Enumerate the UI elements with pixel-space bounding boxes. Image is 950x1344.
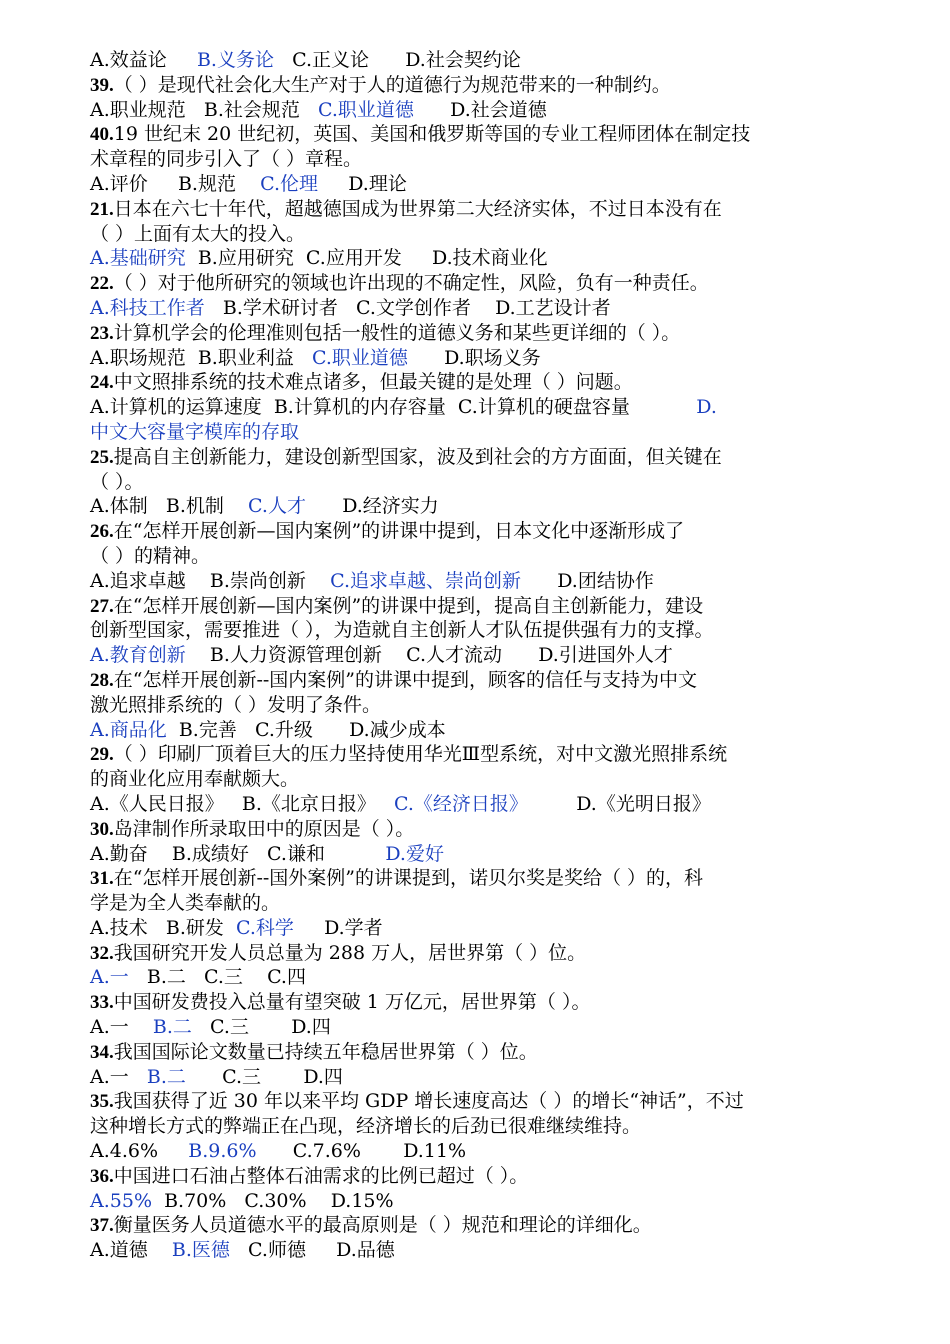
correct-answer: A.基础研究 (90, 247, 186, 270)
answer-option-text: B.学术研讨者 C.文学创作者 D.工艺设计者 (204, 296, 611, 319)
exam-page (90, 48, 870, 1263)
question-stem (90, 742, 870, 767)
question-number: 21. (90, 198, 114, 220)
question-stem (90, 197, 870, 222)
answer-option-text: A.职业规范 B.社会规范 (90, 98, 319, 121)
question-number: 27. (90, 595, 114, 617)
question-text: 中国进口石油占整体石油需求的比例已超过（ ）。 (113, 1164, 529, 1187)
question-number: 29. (90, 744, 114, 766)
correct-answer: B.义务论 (196, 49, 274, 71)
question-stem (90, 1089, 870, 1114)
question-number: 30. (90, 818, 114, 840)
question-number: 37. (90, 1215, 114, 1237)
answer-options (90, 1015, 870, 1040)
question-text-continued: （ ）上面有太大的投入。 (90, 222, 306, 245)
question-stem (90, 1164, 870, 1189)
answer-option-text: A.体制 B.机制 (90, 495, 249, 518)
question-text: 我国研究开发人员总量为 288 万人，居世界第（ ）位。 (113, 941, 587, 964)
question-number: 28. (90, 669, 114, 691)
question-text: 在“怎样开展创新--国外案例”的讲课提到，诺贝尔奖是奖给（ ）的，科 (113, 867, 704, 890)
correct-answer: D.爱好 (385, 842, 444, 865)
question-text-continued: （ ）的精神。 (90, 544, 211, 567)
question-text: （ ）对于他所研究的领域也许出现的不确定性，风险，负有一种责任。 (113, 272, 709, 295)
question-text: 中文照排系统的技术难点诸多，但最关键的是处理（ ）问题。 (113, 371, 633, 394)
correct-answer: A.一 (90, 966, 129, 989)
answer-options (90, 48, 870, 73)
question-number: 31. (90, 868, 114, 890)
question-text: 我国获得了近 30 年以来平均 GDP 增长速度高达（ ）的增长“神话”，不过 (113, 1090, 744, 1113)
question-text-continued: 这种增长方式的弊端正在凸现，经济增长的后劲已很难继续维持。 (90, 1115, 642, 1138)
question-text: 日本在六七十年代，超越德国成为世界第二大经济实体，不过日本没有在 (113, 197, 722, 220)
answer-option-text: A.《人民日报》 B.《北京日报》 (90, 792, 395, 815)
correct-answer: A.55% (90, 1189, 152, 1212)
question-stem (90, 594, 870, 619)
answer-options (90, 1139, 870, 1164)
question-text: 计算机学会的伦理准则包括一般性的道德义务和某些更详细的（ ）。 (113, 321, 681, 344)
answer-option-text: C.正义论 D.社会契约论 (273, 49, 521, 71)
question-text: （ ）是现代社会化大生产对于人的道德行为规范带来的一种制约。 (113, 73, 671, 96)
answer-option-text: D.经济实力 (305, 495, 439, 518)
question-stem (90, 321, 870, 346)
question-text: 衡量医务人员道德水平的最高原则是（ ）规范和理论的详细化。 (113, 1214, 652, 1237)
question-number: 33. (90, 992, 114, 1014)
answer-options (90, 494, 870, 519)
answer-option-text: C.7.6% D.11% (256, 1140, 467, 1163)
correct-answer: C.职业道德 (318, 98, 414, 121)
correct-answer: C.《经济日报》 (394, 792, 528, 815)
question-stem (90, 271, 870, 296)
question-text-continued: 术章程的同步引入了（ ）章程。 (90, 148, 363, 171)
answer-option-text: D.团结协作 (521, 569, 654, 592)
answer-option-text: B.人力资源管理创新 C.人才流动 D.引进国外人才 (185, 644, 673, 667)
correct-answer: C.追求卓越、崇尚创新 (330, 569, 521, 592)
answer-options (90, 246, 870, 271)
correct-answer: C.职业道德 (311, 346, 408, 369)
question-stem (90, 73, 870, 98)
question-stem (90, 1213, 870, 1238)
answer-options (90, 420, 870, 445)
answer-options (90, 98, 870, 123)
correct-answer: C.人才 (248, 495, 306, 518)
answer-option-text: B.完善 C.升级 D.减少成本 (166, 718, 446, 741)
question-text-continued: （ ）。 (90, 470, 144, 493)
question-stem (90, 122, 870, 147)
answer-option-text: B.二 C.三 C.四 (128, 966, 306, 989)
answer-options (90, 965, 870, 990)
correct-answer: B.二 (146, 1065, 186, 1088)
answer-options (90, 1238, 870, 1263)
correct-answer: D. (696, 396, 717, 419)
question-number: 24. (90, 372, 114, 394)
answer-option-text: D.学者 (293, 916, 383, 939)
answer-option-text: A.一 (90, 1065, 147, 1088)
answer-option-text: A.一 (90, 1016, 153, 1039)
answer-options (90, 916, 870, 941)
answer-options (90, 842, 870, 867)
question-stem (90, 941, 870, 966)
question-stem (90, 445, 870, 470)
answer-option-text: A.效益论 (90, 49, 197, 71)
question-text: 在“怎样开展创新--国内案例”的讲课中提到，顾客的信任与支持为中文 (113, 668, 698, 691)
question-text: 中国研发费投入总量有望突破 1 万亿元，居世界第（ ）。 (113, 991, 591, 1014)
answer-options (90, 1065, 870, 1090)
correct-answer: B.医德 (171, 1239, 230, 1262)
question-stem (90, 668, 870, 693)
answer-options (90, 718, 870, 743)
correct-answer: C.科学 (235, 916, 294, 939)
question-text: 岛津制作所录取田中的原因是（ ）。 (113, 817, 415, 840)
question-text-continued: 激光照排系统的（ ）发明了条件。 (90, 693, 382, 716)
answer-options (90, 569, 870, 594)
answer-options (90, 1189, 870, 1214)
answer-option-text: D.社会道德 (413, 98, 547, 121)
answer-options (90, 395, 870, 420)
correct-answer: B.二 (152, 1016, 192, 1039)
answer-option-text: A.道德 (90, 1239, 172, 1262)
question-stem (90, 866, 870, 891)
question-text: 提高自主创新能力，建设创新型国家，波及到社会的方方面面，但关键在 (113, 445, 722, 468)
answer-option-text: A.追求卓越 B.崇尚创新 (90, 569, 331, 592)
answer-options (90, 643, 870, 668)
answer-option-text: A.评价 B.规范 (90, 172, 261, 195)
question-stem (90, 519, 870, 544)
question-number: 22. (90, 273, 114, 295)
answer-option-text: D.《光明日报》 (527, 792, 711, 815)
question-number: 39. (90, 74, 114, 96)
question-text-continued: 创新型国家，需要推进（ ），为造就自主创新人才队伍提供强有力的支撑。 (90, 619, 714, 642)
correct-answer: A.科技工作者 (90, 296, 205, 319)
question-stem (90, 817, 870, 842)
answer-options (90, 172, 870, 197)
answer-options (90, 792, 870, 817)
question-number: 26. (90, 521, 114, 543)
answer-option-text: B.70% C.30% D.15% (152, 1189, 394, 1212)
answer-option-text: C.三 D.四 (185, 1065, 343, 1088)
question-stem (90, 990, 870, 1015)
question-text-continued: 学是为全人类奉献的。 (90, 892, 281, 915)
correct-answer: A.商品化 (90, 718, 167, 741)
correct-answer: A.教育创新 (90, 644, 186, 667)
correct-answer: C.伦理 (260, 172, 319, 195)
answer-option-text: D.理论 (318, 172, 407, 195)
question-number: 36. (90, 1165, 114, 1187)
question-number: 25. (90, 446, 114, 468)
question-text: （ ）印刷厂顶着巨大的压力坚持使用华光Ⅲ型系统，对中文激光照排系统 (113, 743, 728, 766)
answer-option-text: C.三 D.四 (191, 1016, 331, 1039)
question-stem (90, 1040, 870, 1065)
question-text: 在“怎样开展创新—国内案例”的讲课中提到，日本文化中逐渐形成了 (113, 520, 685, 543)
question-text-continued: 的商业化应用奉献颇大。 (90, 768, 300, 791)
answer-options (90, 296, 870, 321)
answer-option-text: A.4.6% (90, 1140, 189, 1163)
question-number: 32. (90, 942, 114, 964)
answer-options (90, 346, 870, 371)
question-number: 23. (90, 322, 114, 344)
answer-option-text: A.勤奋 B.成绩好 C.谦和 (90, 842, 386, 865)
question-text: 19 世纪末 20 世纪初，英国、美国和俄罗斯等国的专业工程师团体在制定技 (113, 123, 751, 146)
question-stem (90, 370, 870, 395)
answer-option-text: B.应用研究 C.应用开发 D.技术商业化 (185, 247, 548, 270)
answer-option-text: A.计算机的运算速度 B.计算机的内存容量 C.计算机的硬盘容量 (90, 396, 697, 419)
answer-option-text: A.技术 B.研发 (90, 916, 236, 939)
question-number: 34. (90, 1041, 114, 1063)
answer-option-text: D.职场义务 (407, 346, 541, 369)
question-number: 40. (90, 124, 114, 146)
question-number: 35. (90, 1091, 114, 1113)
answer-option-text: C.师德 D.品德 (229, 1239, 395, 1262)
question-text: 在“怎样开展创新—国内案例”的讲课中提到，提高自主创新能力，建设 (113, 594, 704, 617)
correct-answer: 中文大容量字模库的存取 (90, 420, 300, 443)
correct-answer: B.9.6% (188, 1140, 257, 1163)
question-text: 我国国际论文数量已持续五年稳居世界第（ ）位。 (113, 1040, 538, 1063)
answer-option-text: A.职场规范 B.职业利益 (90, 346, 312, 369)
